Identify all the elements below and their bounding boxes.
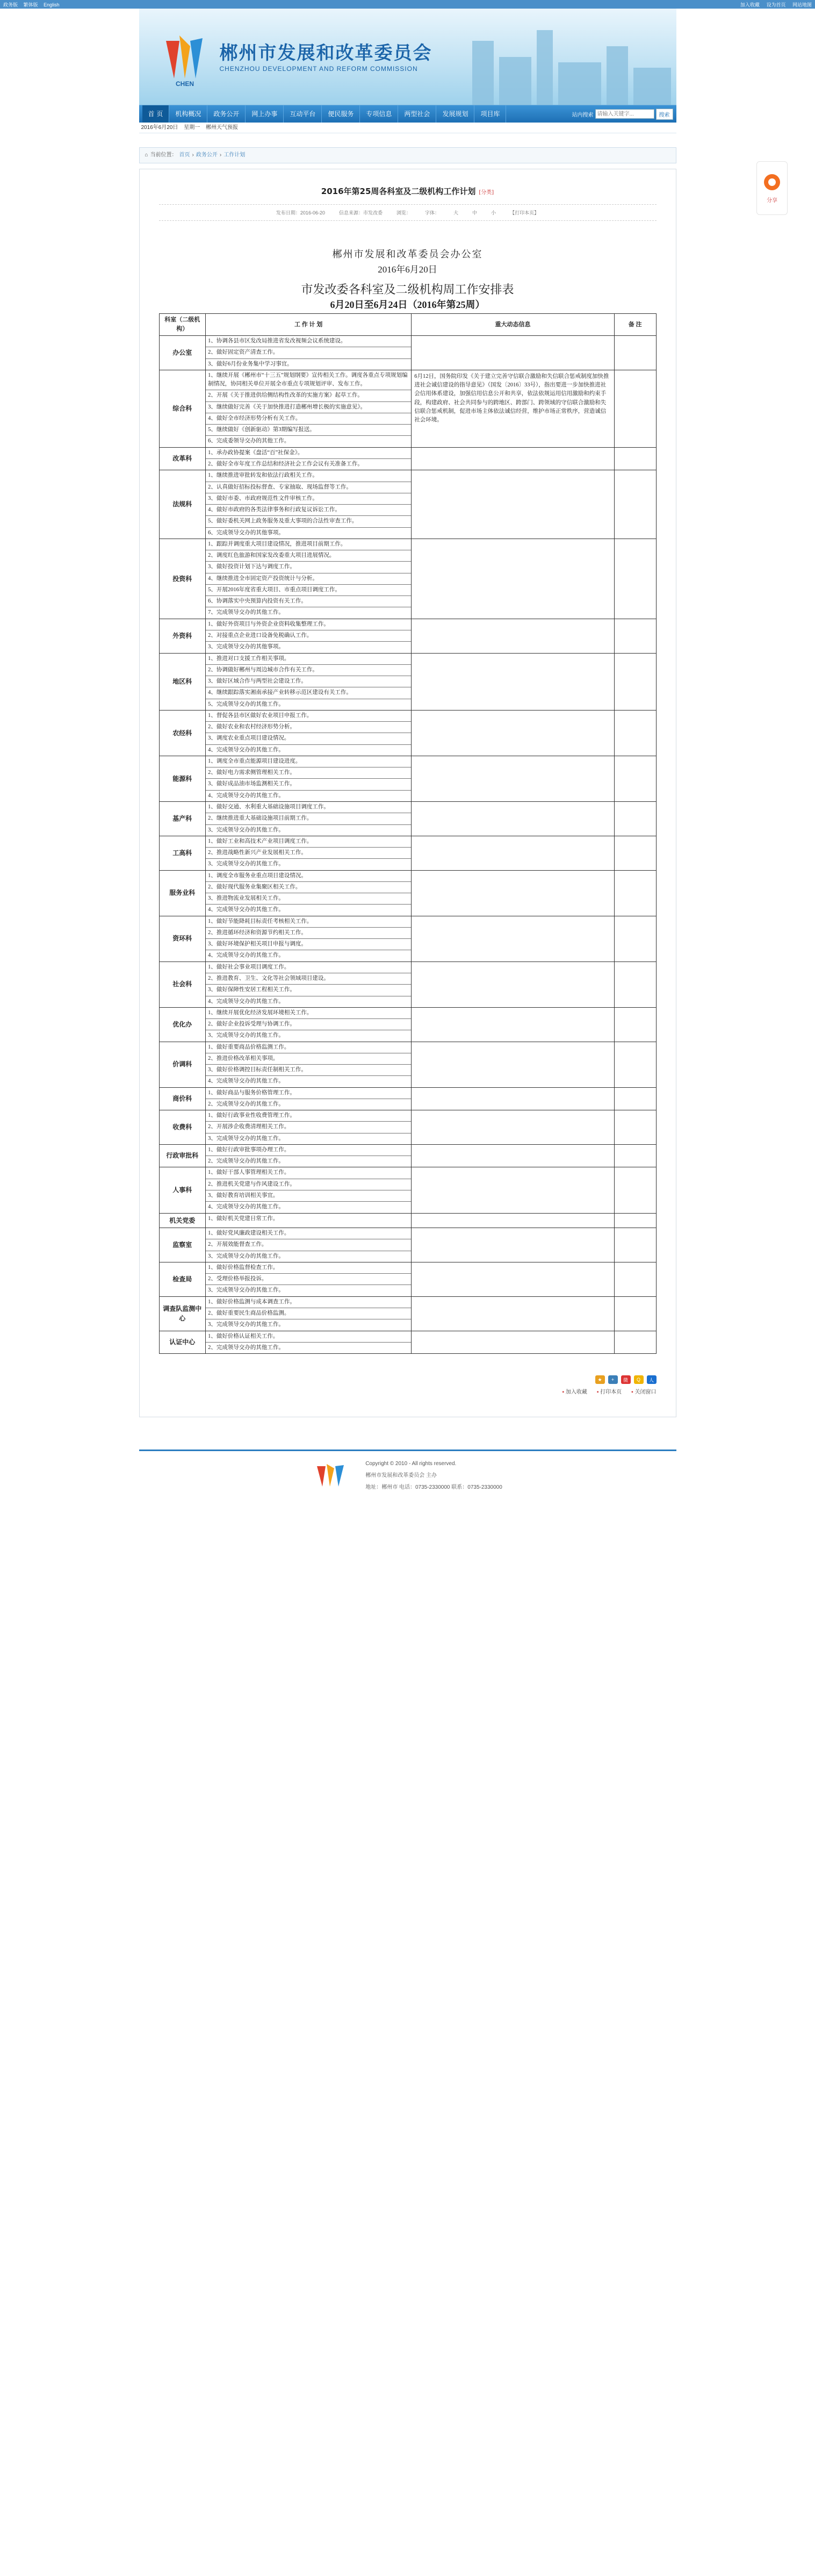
table-row [159,1087,656,1110]
plan-item: 1、做好重要商品价格监测工作。 [206,1042,411,1053]
plan-cell [206,1228,412,1262]
plan-cell [206,1213,412,1228]
doc-subtitle: 市发改委各科室及二级机构周工作安排表 [301,283,514,296]
article [139,169,676,1417]
plan-item: 2、受理价格举报投诉。 [206,1274,411,1285]
top-link[interactable]: 政务版 [3,2,18,8]
plan-item: 1、做好节能降耗目标责任考核相关工作。 [206,916,411,928]
major-info-cell [412,710,615,756]
col-dept: 科室（二级机构） [159,314,206,336]
search-label: 站内搜索 [572,112,594,118]
publish-date: 发布日期：2016-06-20 [276,210,325,216]
plan-item: 2、做好企业投诉受理与协调工作。 [206,1019,411,1030]
nav-item-online-service[interactable]: 网上办事 [246,105,284,123]
plan-item: 6、协调落实中央预算内投资有关工作。 [206,596,411,607]
dept-cell: 基产科 [159,801,206,836]
note-cell [614,756,656,801]
sitemap-link[interactable]: 网站地图 [792,2,812,8]
col-major: 重大动态信息 [412,314,615,336]
share-favorite-icon[interactable]: ★ [595,1375,605,1384]
major-info-cell [412,336,615,370]
breadcrumb-item[interactable]: 首页 [179,152,190,158]
note-cell [614,1087,656,1110]
plan-item: 2、推进机关党建与作风建设工作。 [206,1179,411,1190]
plan-item: 5、完成领导交办的其他工作。 [208,701,284,707]
top-link[interactable]: English [44,2,60,8]
plan-item: 3、继续做好完善《关于加快推进打造郴州增长极的实施意见》。 [206,402,411,413]
plan-item: 3、做好投资计划下达与调度工作。 [206,562,411,573]
plan-item: 3、推进物流业发展相关工作。 [206,893,411,905]
major-info-cell [412,1007,615,1042]
major-info-cell [412,801,615,836]
top-link[interactable]: 繁体版 [23,2,38,8]
plan-item: 1、协调各县市区发改局推进省发改视频会议系统建设。 [206,336,411,347]
dept-cell: 检查局 [159,1262,206,1296]
plan-cell [206,370,412,447]
contact: 地址：郴州市 电话：0735-2330000 联系：0735-2330000 [365,1484,502,1491]
plan-item: 2、开展效能督查工作。 [206,1239,411,1251]
breadcrumb-label: 当前位置： [150,152,177,158]
table-row [159,961,656,1007]
table-row [159,1007,656,1042]
nav-item-interaction[interactable]: 互动平台 [284,105,322,123]
plan-item: 6、完成委领导交办的其他工作。 [208,438,290,444]
note-cell [614,916,656,961]
article-title: 2016年第25周各科室及二级机构工作计划 [分类] [321,186,494,196]
major-info-cell [412,470,615,539]
plan-item: 1、做好机关党建日常工作。 [208,1215,279,1222]
major-info-cell [412,870,615,916]
plan-cell [206,801,412,836]
table-row [159,1042,656,1087]
plan-item: 1、做好干部人事管理相关工作。 [206,1167,411,1179]
plan-item: 6、完成领导交办的其他事项。 [208,529,284,536]
top-right-links [735,1,812,8]
major-info-cell [412,1262,615,1296]
site-subtitle: CHENZHOU DEVELOPMENT AND REFORM COMMISSION [219,65,418,73]
table-row [159,619,656,653]
dept-cell: 资环科 [159,916,206,961]
dept-cell: 认证中心 [159,1331,206,1354]
note-cell [614,619,656,653]
note-cell [614,710,656,756]
document-header [159,247,657,311]
dept-cell: 商价科 [159,1087,206,1110]
plan-item: 2、对接重点企业进口设备免税确认工作。 [206,630,411,642]
font-large[interactable]: 大 [453,210,459,216]
plan-item: 1、做好外资项目与外资企业资料收集整理工作。 [206,619,411,630]
plan-cell [206,653,412,710]
plan-item: 1、承办政协提案《盘活“百”社保金》。 [206,448,411,459]
article-meta [159,204,657,221]
plan-item: 4、做好市政府的各类法律事务和行政复议诉讼工作。 [206,505,411,516]
plan-item: 2、开展《关于推进供给侧结构性改革的实施方案》起草工作。 [206,390,411,401]
dept-cell: 社会科 [159,961,206,1007]
plan-item: 3、完成领导交办的其他工作。 [208,1253,284,1259]
dept-cell: 调查队监测中心 [159,1296,206,1331]
plan-item: 4、完成领导交办的其他工作。 [208,952,284,959]
footer-logo-icon [313,1461,356,1493]
footer [139,1450,676,1510]
plan-item: 3、调度农业重点项目建设情况。 [206,733,411,744]
plan-item: 1、做好价格监测与成本调查工作。 [206,1297,411,1308]
plan-cell [206,1007,412,1042]
table-row [159,870,656,916]
plan-item: 2、协调做好郴州与周边城市合作有关工作。 [206,665,411,676]
svg-text:CHEN: CHEN [175,80,194,88]
add-favorite-link[interactable]: 加入收藏 [740,2,760,8]
main-nav [139,105,676,123]
table-row [159,1262,656,1296]
note-cell [614,870,656,916]
article-tag: [分类] [479,190,494,196]
table-row [159,1213,656,1228]
plan-cell [206,916,412,961]
dept-cell: 价调科 [159,1042,206,1087]
plan-item: 4、完成领导交办的其他工作。 [208,747,284,753]
plan-item: 3、完成领导交办的其他工作。 [208,1287,284,1294]
plan-item: 3、完成领导交办的其他工作。 [208,861,284,867]
dept-cell: 机关党委 [159,1213,206,1228]
dept-cell: 优化办 [159,1007,206,1042]
breadcrumb: ⌂ 当前位置： 首页 › 政务公开 › 工作计划 [139,147,676,163]
plan-item: 4、做好全市经济形势分析有关工作。 [206,413,411,425]
plan-item: 3、完成领导交办的其他事项。 [208,644,284,650]
nav-item-home[interactable]: 首 页 [142,105,170,123]
dept-cell: 能源科 [159,756,206,801]
plan-item: 1、督促各县市区做好农业项目申报工作。 [206,711,411,722]
dept-cell: 农经科 [159,710,206,756]
note-cell [614,1228,656,1262]
date-line [139,123,676,133]
major-info-cell [412,1331,615,1354]
plan-item: 5、继续做好《创新驱动》第3期编写报送。 [206,425,411,436]
major-info-cell [412,1296,615,1331]
plan-item: 3、完成领导交办的其他工作。 [208,827,284,833]
table-row [159,801,656,836]
plan-item: 1、做好社会事业项目调度工作。 [206,962,411,973]
plan-cell [206,619,412,653]
plan-item: 3、完成领导交办的其他工作。 [208,1032,284,1039]
table-row [159,1167,656,1213]
plan-cell [206,1167,412,1213]
table-body [159,336,656,1354]
major-info-cell: 6月12日，国务院印发《关于建立完善守信联合激励和失信联合惩戒制度加快推进社会诚信建设的指导意见》（国发〔2016〕33号），指出要进一步加快推进社会信用体系建设，加强信用信息公开和共享，依法依规运用信用激励和约束手段，构建政府、社会共同参与的跨地区、跨部门、跨领域的守信联合激励和失信联合惩戒机制，促进市场主体依法诚信经营，维护市场正常秩序，营造诚信社会环境。 [412,370,615,447]
table-row [159,653,656,710]
plan-item: 4、完成领导交办的其他工作。 [208,907,284,913]
table-row [159,539,656,619]
table-row [159,1331,656,1354]
table-row [159,1144,656,1167]
major-info-cell [412,1110,615,1145]
logo-icon [161,30,209,89]
note-cell [614,336,656,370]
note-cell [614,1144,656,1167]
set-home-link[interactable]: 设为首页 [766,2,786,8]
table-row [159,370,656,447]
note-cell [614,1110,656,1145]
table-row [159,1228,656,1262]
note-cell [614,836,656,870]
plan-item: 2、做好重要民生商品价格监测。 [206,1308,411,1319]
plan-item: 2、做好全市年度工作总结和经济社会工作会议有关准备工作。 [208,461,363,468]
table-row [159,756,656,801]
plan-cell [206,1110,412,1145]
print-link[interactable]: 【打印本页】 [510,210,539,216]
search-box [572,109,676,120]
plan-item: 2、认真做好招标投标督查、专家抽取、现场监督等工作。 [206,482,411,493]
major-info-cell [412,1228,615,1262]
note-cell [614,1213,656,1228]
plan-cell [206,447,412,470]
header-banner [139,9,676,105]
col-plan: 工 作 计 划 [206,314,412,336]
plan-item: 1、调度全市服务业重点项目建设情况。 [206,871,411,882]
plan-item: 1、继续推进审批转发和依法行政相关工作。 [206,470,411,482]
weekday: 星期一 [184,125,200,131]
note-cell [614,1042,656,1087]
note-cell [614,447,656,470]
plan-item: 1、做好价格认证相关工作。 [206,1331,411,1343]
nav-item-special[interactable]: 专项信息 [360,105,398,123]
dept-cell: 服务业科 [159,870,206,916]
plan-item: 7、完成领导交办的其他工作。 [208,609,284,616]
dept-cell: 监察室 [159,1228,206,1262]
dept-cell: 行政审批科 [159,1144,206,1167]
plan-item: 2、推进战略性新兴产业发展相关工作。 [206,848,411,859]
add-favorite-button[interactable]: ▪ 加入收藏 [562,1387,587,1395]
major-info-cell [412,1213,615,1228]
major-info-cell [412,1144,615,1167]
footer-lines [365,1461,502,1494]
table-row [159,836,656,870]
plan-item: 1、做好交通、水利重大基础设施项目调度工作。 [206,802,411,813]
source: 信息来源：市发改委 [338,210,383,216]
dept-cell: 人事科 [159,1167,206,1213]
plan-item: 4、完成领导交办的其他工作。 [208,1078,284,1085]
dept-cell: 法规科 [159,470,206,539]
plan-cell [206,1296,412,1331]
table-row [159,447,656,470]
doc-date: 2016年6月20日 [378,264,437,275]
dept-cell: 投资科 [159,539,206,619]
note-cell [614,1262,656,1296]
plan-cell [206,336,412,370]
major-info-cell [412,619,615,653]
plan-item: 2、完成领导交办的其他工作。 [208,1101,284,1107]
plan-item: 2、调度红色旅游和国家发改委重大项目进展情况。 [206,550,411,562]
close-window-button[interactable]: ▪ 关闭窗口 [631,1387,656,1395]
plan-item: 3、做好6月份业务集中学习事宜。 [208,361,293,367]
weather-link[interactable]: 郴州天气预报 [206,125,238,131]
major-info-cell [412,836,615,870]
plan-item: 1、做好党风廉政建设相关工作。 [206,1228,411,1239]
major-info-cell [412,1087,615,1110]
major-info-cell [412,756,615,801]
search-input[interactable] [595,109,654,119]
dept-cell: 办公室 [159,336,206,370]
plan-cell [206,1042,412,1087]
note-cell [614,1331,656,1354]
plan-item: 1、做好行政审批事项办理工作。 [206,1145,411,1156]
dept-cell: 改革科 [159,447,206,470]
plan-item: 2、做好电力需求侧管理相关工作。 [206,767,411,779]
plan-item: 2、推进教育、卫生、文化等社会领域项目建设。 [206,973,411,985]
site-title: 郴州市发展和改革委员会 [219,42,432,64]
note-cell [614,1007,656,1042]
plan-cell [206,470,412,539]
plan-item: 3、完成领导交办的其他工作。 [208,1135,284,1142]
major-info-cell [412,961,615,1007]
plan-item: 2、做好固定资产清查工作。 [206,347,411,358]
nav-item-project[interactable]: 项目库 [474,105,506,123]
plan-item: 4、完成领导交办的其他工作。 [208,792,284,799]
plan-cell [206,710,412,756]
col-note: 备 注 [614,314,656,336]
table-row [159,1110,656,1145]
table-header-row [159,314,656,336]
table-row [159,1296,656,1331]
plan-item: 1、做好商品与服务价格管理工作。 [206,1088,411,1099]
article-tools [159,1387,657,1395]
plan-item: 5、做好委机关网上政务服务及重大事项的合法性审查工作。 [206,516,411,527]
major-info-cell [412,447,615,470]
doc-org: 郴州市发展和改革委员会办公室 [332,249,483,260]
note-cell [614,653,656,710]
share-logo-icon [763,173,781,191]
table-row [159,916,656,961]
plan-item: 1、调度全市重点能源项目建设进度。 [206,756,411,767]
font-medium[interactable]: 中 [472,210,478,216]
plan-cell [206,1087,412,1110]
share-generic-icon[interactable]: + [608,1375,618,1384]
top-links [3,1,64,8]
schedule-table [159,313,657,1354]
plan-item: 2、继续推进重大基础设施项目前期工作。 [206,813,411,824]
plan-item: 3、做好市委、市政府规范性文件审核工作。 [206,493,411,505]
plan-item: 3、做好保障性安居工程相关工作。 [206,985,411,996]
plan-item: 3、做好价格调控目标责任制相关工作。 [206,1065,411,1076]
table-row [159,336,656,370]
print-button[interactable]: ▪ 打印本页 [597,1387,622,1395]
note-cell [614,961,656,1007]
nav-item-convenience[interactable]: 便民服务 [322,105,360,123]
plan-item: 2、推进价格改革相关事项。 [206,1053,411,1065]
copyright: Copyright © 2010 - All rights reserved. [365,1461,457,1467]
share-renren-icon[interactable]: 人 [647,1375,657,1384]
note-cell [614,539,656,619]
plan-item: 2、做好农业和农村经济形势分析。 [206,722,411,733]
plan-cell [206,961,412,1007]
home-icon: ⌂ [145,152,148,158]
major-info-cell [412,916,615,961]
plan-item: 3、做好成品油市场监测相关工作。 [206,779,411,790]
major-info-cell [412,1167,615,1213]
plan-item: 1、继续开展优化经济发展环境相关工作。 [206,1008,411,1019]
dept-cell: 收费科 [159,1110,206,1145]
font-small[interactable]: 小 [491,210,496,216]
plan-item: 4、完成领导交办的其他工作。 [208,1204,284,1210]
font-size-label: 字体： [425,210,440,216]
plan-item: 1、做好价格监督检查工作。 [206,1262,411,1274]
plan-item: 2、推进循环经济和资源节约相关工作。 [206,928,411,939]
plan-item: 1、推进对口支援工作相关事项。 [206,654,411,665]
note-cell [614,1296,656,1331]
plan-item: 2、做好现代服务业集聚区相关工作。 [206,882,411,893]
plan-item: 1、跟踪并调度重大项目建设情况，推进项目前期工作。 [206,539,411,550]
sponsor: 郴州市发展和改革委员会 主办 [365,1473,437,1479]
breadcrumb-item[interactable]: 政务公开 [196,152,218,158]
current-date: 2016年6月20日 [141,125,178,131]
nav-item-two-type[interactable]: 两型社会 [398,105,436,123]
plan-item: 1、做好行政事业性收费管理工作。 [206,1110,411,1122]
plan-cell [206,1262,412,1296]
plan-item: 3、完成领导交办的其他工作。 [208,1322,284,1328]
note-cell [614,370,656,447]
share-weibo-icon[interactable]: 微 [621,1375,631,1384]
dept-cell: 地区科 [159,653,206,710]
breadcrumb-item[interactable]: 工作计划 [223,152,246,158]
share-qzone-icon[interactable]: Q [634,1375,644,1384]
plan-item: 3、做好教育培训相关事宜。 [206,1190,411,1202]
top-strip [0,0,815,9]
dept-cell: 外资科 [159,619,206,653]
plan-item: 4、继续推进全市固定资产投资统计与分析。 [206,573,411,585]
search-button[interactable]: 搜索 [656,109,673,120]
plan-item: 2、完成领导交办的其他工作。 [208,1344,284,1351]
share-bar [159,1375,657,1384]
plan-item: 3、做好环境保护相关项目申报与调度。 [206,939,411,950]
plan-cell [206,756,412,801]
plan-item: 3、做好区域合作与两型社会建设工作。 [206,676,411,687]
major-info-cell [412,1042,615,1087]
doc-range: 6月20日至6月24日（2016年第25周） [330,299,485,310]
nav-item-about[interactable]: 机构概况 [169,105,207,123]
dept-cell: 工高科 [159,836,206,870]
dept-cell: 综合科 [159,370,206,447]
note-cell [614,1167,656,1213]
nav-item-gov-info[interactable]: 政务公开 [207,105,246,123]
plan-item: 4、完成领导交办的其他工作。 [208,998,284,1004]
plan-cell [206,539,412,619]
plan-item: 2、开展涉企收费清理相关工作。 [206,1122,411,1133]
plan-cell [206,836,412,870]
views: 浏览： [396,210,411,216]
nav-item-planning[interactable]: 发展规划 [436,105,474,123]
plan-item: 1、做好工业和高技术产业项目调度工作。 [206,836,411,848]
note-cell [614,470,656,539]
floating-share-widget[interactable] [756,161,788,215]
floating-share-label: 分享 [767,197,777,204]
major-info-cell [412,539,615,619]
table-row [159,470,656,539]
plan-cell [206,870,412,916]
plan-item: 1、继续开展《郴州市“十三五”规划纲要》宣传相关工作。调度各重点专项规划编制情况，协同相关单位开展全市重点专项规划评审、发布工作。 [206,370,411,391]
major-info-cell [412,653,615,710]
plan-cell [206,1144,412,1167]
plan-item: 4、继续跟踪落实湘南承接产业转移示范区建设有关工作。 [206,687,411,699]
plan-item: 2、完成领导交办的其他工作。 [208,1158,284,1165]
table-row [159,710,656,756]
plan-cell [206,1331,412,1354]
plan-item: 5、开展2016年度省重大项目、市重点项目调度工作。 [206,585,411,596]
note-cell [614,801,656,836]
